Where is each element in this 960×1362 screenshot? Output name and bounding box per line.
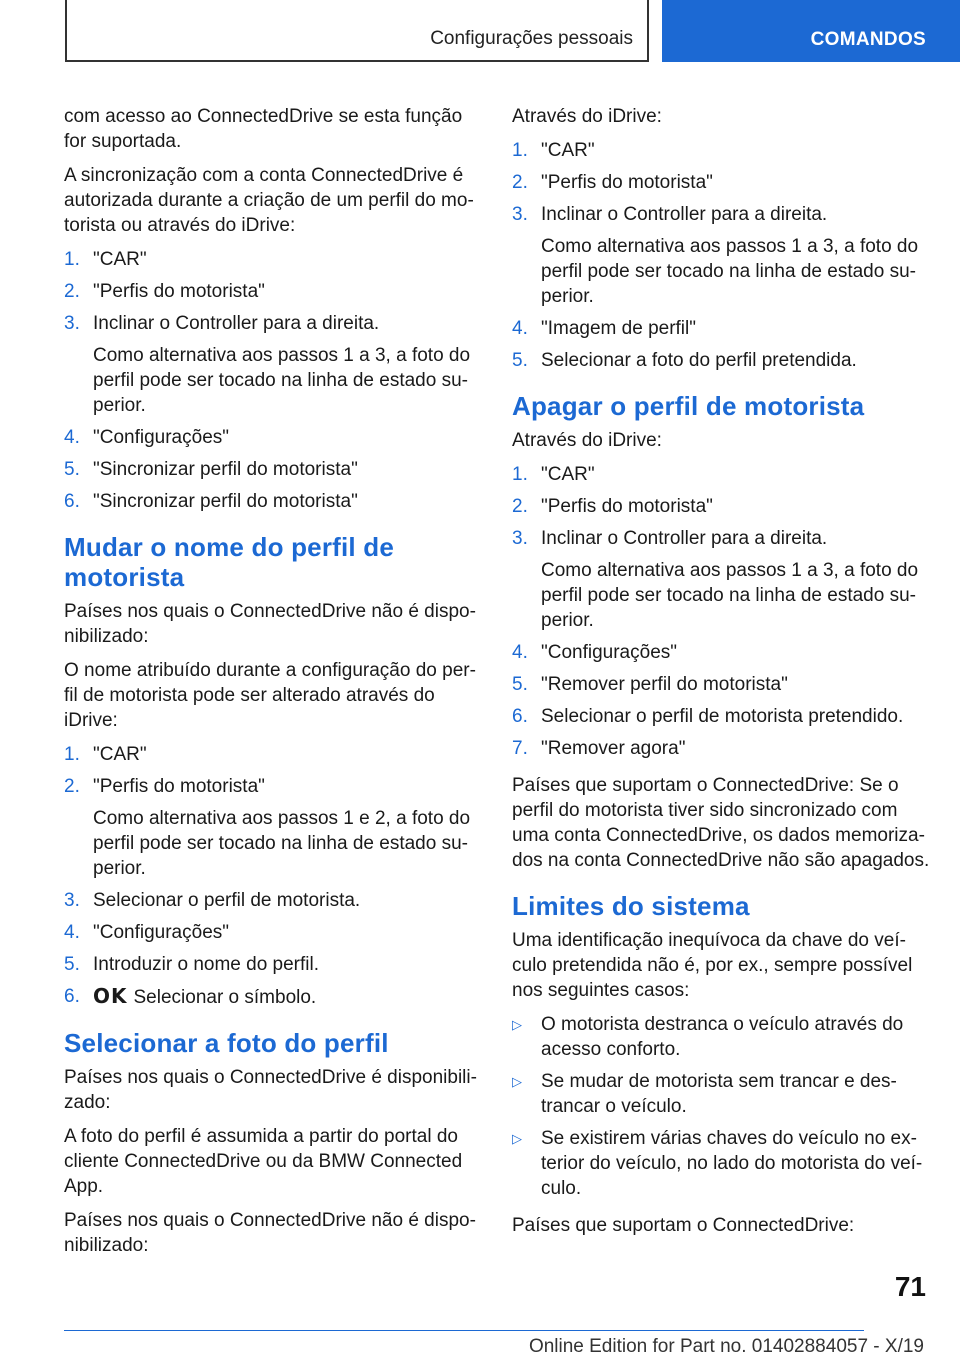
sync-steps-list bbox=[64, 247, 482, 514]
step-number: 4. bbox=[64, 922, 80, 943]
final-paragraph: Países que suportam o ConnectedDrive: bbox=[512, 1215, 855, 1236]
step-text: Inclinar o Controller para a direita. bbox=[541, 204, 828, 225]
step-number: 3. bbox=[512, 528, 528, 549]
step-text: "Perfis do motorista" bbox=[93, 281, 265, 302]
intro-paragraph-1: com acesso ao ConnectedDrive se esta função for suportada. bbox=[64, 106, 463, 152]
via-idrive-label-2: Através do iDrive: bbox=[512, 430, 662, 451]
list-item bbox=[64, 457, 482, 482]
step-number: 7. bbox=[512, 738, 528, 759]
list-item bbox=[512, 672, 930, 697]
list-item bbox=[512, 170, 930, 195]
ok-icon: OK bbox=[93, 984, 128, 1008]
delete-paragraph: Países que suportam o ConnectedDrive: Se o perfil do motorista tiver sido sincronizado com uma conta ConnectedDrive, os dados memoriza-dos na conta ConnectedDrive não são apagados. bbox=[512, 775, 930, 871]
step-number: 6. bbox=[64, 491, 80, 512]
list-item bbox=[512, 494, 930, 519]
limits-bullet-list bbox=[512, 1012, 930, 1201]
step-number: 5. bbox=[512, 350, 528, 371]
step-note: Como alternativa aos passos 1 a 3, a foto do perfil pode ser tocado na linha de estado su-perior. bbox=[93, 345, 471, 416]
step-text: "Perfis do motorista" bbox=[541, 172, 713, 193]
list-item bbox=[64, 489, 482, 514]
rename-paragraph-2: O nome atribuído durante a configuração do per-fil de motorista pode ser alterado através do iDrive: bbox=[64, 660, 476, 731]
photo-paragraph-2: A foto do perfil é assumida a partir do portal do cliente ConnectedDrive ou da BMW Connected App. bbox=[64, 1126, 463, 1197]
step-text: Selecionar o símbolo. bbox=[133, 987, 317, 1008]
limits-paragraph: Uma identificação inequívoca da chave do veí-culo pretendida não é, por ex., sempre possível nos seguintes casos: bbox=[512, 930, 913, 1001]
list-item bbox=[64, 984, 482, 1010]
step-number: 1. bbox=[64, 744, 80, 765]
list-item bbox=[512, 202, 930, 309]
footer-edition: Online Edition for Part no. 01402884057 - X/19 bbox=[528, 1336, 924, 1357]
step-text: "Sincronizar perfil do motorista" bbox=[93, 491, 358, 512]
step-note: Como alternativa aos passos 1 e 2, a foto do perfil pode ser tocado na linha de estado su-perior. bbox=[93, 808, 471, 879]
step-note: Como alternativa aos passos 1 a 3, a foto do perfil pode ser tocado na linha de estado su-perior. bbox=[541, 560, 919, 631]
step-text: "Perfis do motorista" bbox=[93, 776, 265, 797]
step-number: 3. bbox=[64, 890, 80, 911]
step-number: 1. bbox=[64, 249, 80, 270]
step-number: 1. bbox=[512, 140, 528, 161]
list-item bbox=[64, 774, 482, 881]
step-text: Selecionar o perfil de motorista pretendido. bbox=[541, 706, 904, 727]
list-item bbox=[512, 316, 930, 341]
left-column bbox=[64, 104, 482, 1267]
bullet-text: Se existirem várias chaves do veículo no ex-terior do veículo, no lado do motorista do veí-culo. bbox=[541, 1128, 923, 1199]
section-title: Configurações pessoais bbox=[430, 28, 633, 49]
step-number: 4. bbox=[512, 318, 528, 339]
list-item bbox=[64, 742, 482, 767]
step-number: 2. bbox=[512, 496, 528, 517]
step-number: 3. bbox=[64, 313, 80, 334]
step-text: "Imagem de perfil" bbox=[541, 318, 696, 339]
step-text: Inclinar o Controller para a direita. bbox=[93, 313, 380, 334]
right-column bbox=[512, 104, 930, 1247]
step-text: "CAR" bbox=[93, 744, 147, 765]
step-text: "Perfis do motorista" bbox=[541, 496, 713, 517]
step-note: Como alternativa aos passos 1 a 3, a foto do perfil pode ser tocado na linha de estado su-perior. bbox=[541, 236, 919, 307]
list-item bbox=[512, 462, 930, 487]
list-item bbox=[512, 736, 930, 761]
chapter-title: COMANDOS bbox=[810, 29, 926, 50]
step-text: Inclinar o Controller para a direita. bbox=[541, 528, 828, 549]
bullet-item bbox=[512, 1012, 930, 1062]
via-idrive-label: Através do iDrive: bbox=[512, 106, 662, 127]
photo-paragraph-3: Países nos quais o ConnectedDrive não é dispo-nibilizado: bbox=[64, 1210, 476, 1256]
step-number: 1. bbox=[512, 464, 528, 485]
step-number: 6. bbox=[512, 706, 528, 727]
step-text: "Configurações" bbox=[541, 642, 678, 663]
delete-steps-list bbox=[512, 462, 930, 761]
rename-steps-list bbox=[64, 742, 482, 1010]
photo-paragraph-1: Países nos quais o ConnectedDrive é disponibili-zado: bbox=[64, 1067, 477, 1113]
step-number: 5. bbox=[64, 459, 80, 480]
step-text: Selecionar a foto do perfil pretendida. bbox=[541, 350, 857, 371]
list-item bbox=[64, 279, 482, 304]
list-item bbox=[512, 704, 930, 729]
header-section-box bbox=[65, 0, 649, 62]
list-item bbox=[64, 920, 482, 945]
list-item bbox=[64, 311, 482, 418]
step-text: "Configurações" bbox=[93, 427, 230, 448]
step-number: 5. bbox=[64, 954, 80, 975]
photo-steps-list bbox=[512, 138, 930, 373]
step-number: 5. bbox=[512, 674, 528, 695]
step-text: Introduzir o nome do perfil. bbox=[93, 954, 320, 975]
list-item bbox=[64, 888, 482, 913]
intro-paragraph-2: A sincronização com a conta ConnectedDrive é autorizada durante a criação de um perfil do mo-torista ou através do iDrive: bbox=[64, 165, 474, 236]
heading-rename-profile: Mudar o nome do perfil de motorista bbox=[64, 532, 395, 592]
footer-rule bbox=[64, 1330, 864, 1331]
bullet-text: Se mudar de motorista sem trancar e des-trancar o veículo. bbox=[541, 1071, 897, 1117]
step-number: 2. bbox=[64, 776, 80, 797]
bullet-item bbox=[512, 1126, 930, 1201]
step-text: "Remover agora" bbox=[541, 738, 686, 759]
list-item bbox=[64, 247, 482, 272]
page-header bbox=[0, 0, 960, 64]
step-number: 4. bbox=[64, 427, 80, 448]
heading-system-limits: Limites do sistema bbox=[512, 891, 750, 921]
header-chapter-tab bbox=[662, 0, 960, 62]
step-text: "CAR" bbox=[541, 464, 595, 485]
list-item bbox=[64, 425, 482, 450]
triangle-bullet-icon: ▷ bbox=[512, 1131, 522, 1146]
heading-delete-profile: Apagar o perfil de motorista bbox=[512, 391, 865, 421]
bullet-text: O motorista destranca o veículo através do acesso conforto. bbox=[541, 1014, 904, 1060]
step-text: "Remover perfil do motorista" bbox=[541, 674, 788, 695]
step-text: "Configurações" bbox=[93, 922, 230, 943]
step-text: "CAR" bbox=[541, 140, 595, 161]
step-text: "CAR" bbox=[93, 249, 147, 270]
page-number: 71 bbox=[894, 1271, 926, 1302]
step-text: Selecionar o perfil de motorista. bbox=[93, 890, 361, 911]
step-text: "Sincronizar perfil do motorista" bbox=[93, 459, 358, 480]
step-number: 3. bbox=[512, 204, 528, 225]
list-item bbox=[64, 952, 482, 977]
step-number: 6. bbox=[64, 986, 80, 1007]
list-item bbox=[512, 348, 930, 373]
step-number: 2. bbox=[512, 172, 528, 193]
step-number: 4. bbox=[512, 642, 528, 663]
list-item bbox=[512, 526, 930, 633]
triangle-bullet-icon: ▷ bbox=[512, 1074, 522, 1089]
heading-select-photo: Selecionar a foto do perfil bbox=[64, 1028, 389, 1058]
triangle-bullet-icon: ▷ bbox=[512, 1017, 522, 1032]
rename-paragraph-1: Países nos quais o ConnectedDrive não é dispo-nibilizado: bbox=[64, 601, 476, 647]
list-item bbox=[512, 138, 930, 163]
list-item bbox=[512, 640, 930, 665]
bullet-item bbox=[512, 1069, 930, 1119]
step-number: 2. bbox=[64, 281, 80, 302]
